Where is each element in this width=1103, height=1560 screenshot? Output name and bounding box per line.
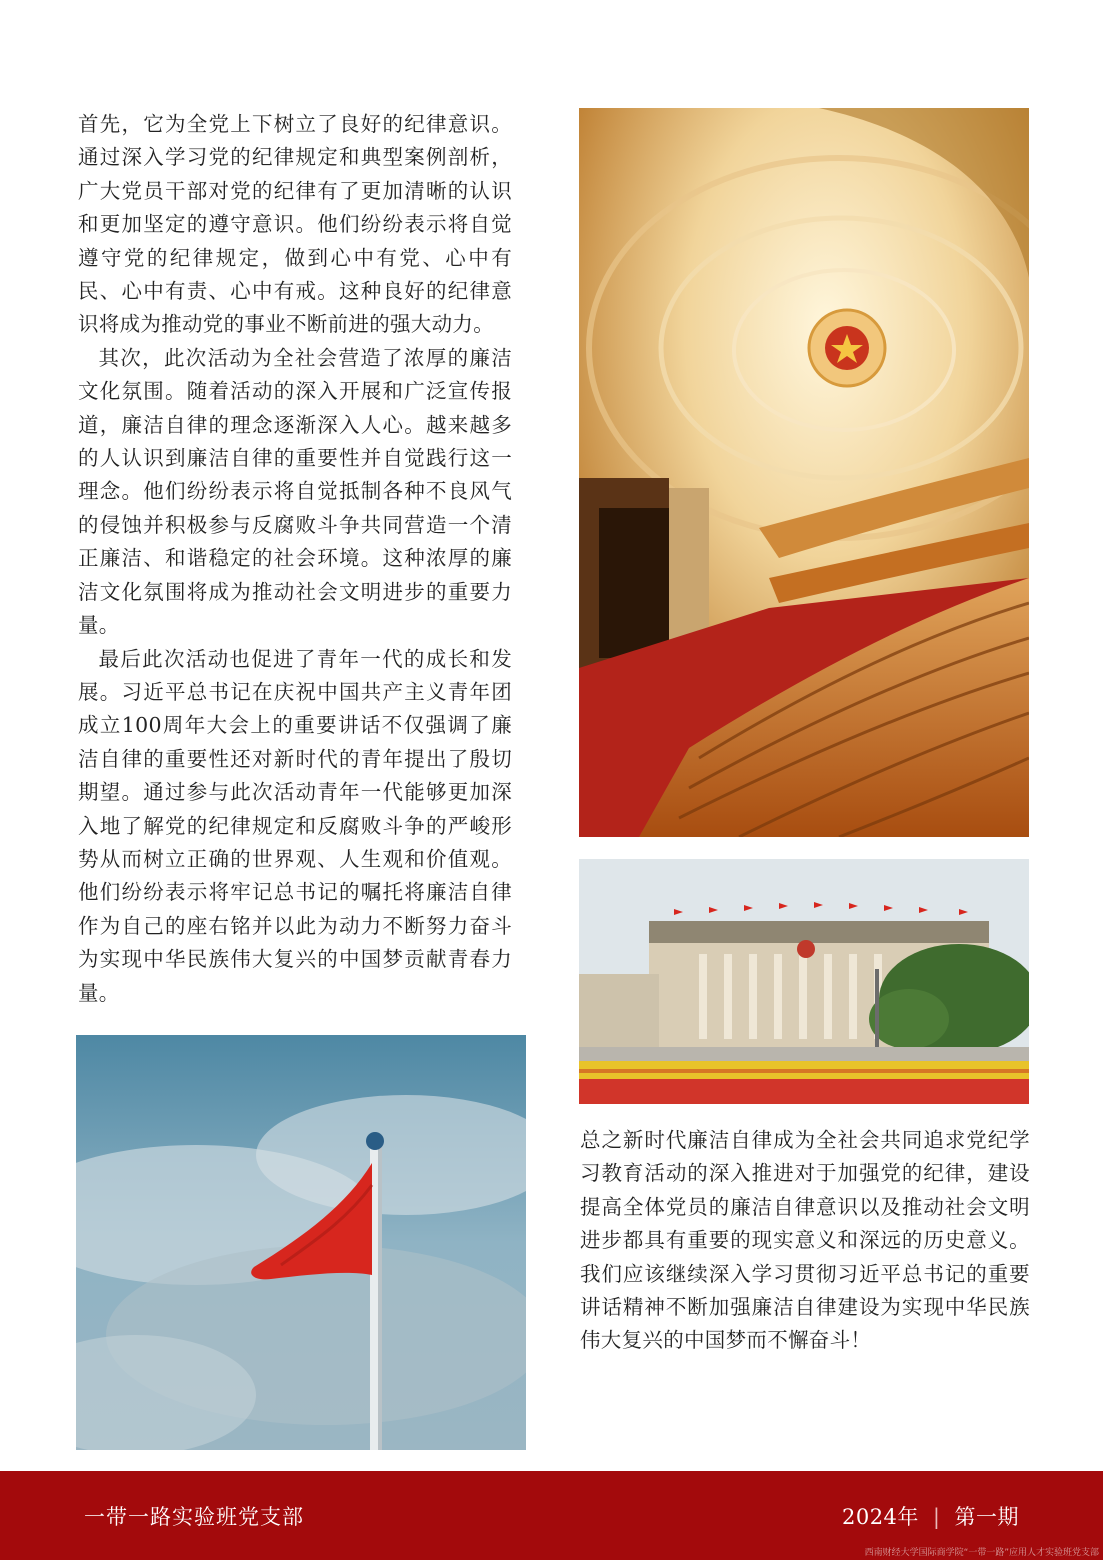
paragraph-discipline: 首先，它为全党上下树立了良好的纪律意识。通过深入学习党的纪律规定和典型案例剖析，广大党员干部对党的纪律有了更加清晰的认识和更加坚定的遵守意识。他们纷纷表示将自觉遵守党的纪律规定，做到心中有党、心中有民、心中有责、心中有戒。这种良好的纪律意识将成为推动党的事业不断前进的强大动力。 bbox=[78, 112, 512, 337]
great-hall-exterior-photo bbox=[579, 859, 1029, 1104]
page-footer bbox=[0, 1471, 1103, 1560]
paragraph-culture: 其次，此次活动为全社会营造了浓厚的廉洁文化氛围。随着活动的深入开展和广泛宣传报道，廉洁自律的理念逐渐深入人心。越来越多的人认识到廉洁自律的重要性并自觉践行这一理念。他们纷纷表示将自觉抵制各种不良风气的侵蚀并积极参与反腐败斗争共同营造一个清正廉洁、和谐稳定的社会环境。这种浓厚的廉洁文化氛围将成为推动社会文明进步的重要力量。 bbox=[78, 345, 512, 638]
footer-separator: | bbox=[932, 1505, 941, 1529]
footer-issue-info bbox=[842, 1501, 1019, 1531]
footer-note: 西南财经大学国际商学院“一带一路”应用人才实验班党支部 bbox=[864, 1548, 1099, 1558]
left-article-column bbox=[78, 108, 512, 1010]
paragraph-youth: 最后此次活动也促进了青年一代的成长和发展。习近平总书记在庆祝中国共产主义青年团成立100周年大会上的重要讲话不仅强调了廉洁自律的重要性还对新时代的青年提出了殷切期望。通过参与此次活动青年一代能够更加深入地了解党的纪律规定和反腐败斗争的严峻形势从而树立正确的世界观、人生观和价值观。他们纷纷表示将牢记总书记的嘱托将廉洁自律作为自己的座右铭并以此为动力不断努力奋斗为实现中华民族伟大复兴的中国梦贡献青春力量。 bbox=[78, 646, 512, 1005]
footer-org-name: 一带一路实验班党支部 bbox=[84, 1505, 304, 1529]
footer-year: 2024年 bbox=[841, 1505, 919, 1529]
paragraph-conclusion: 总之新时代廉洁自律成为全社会共同追求党纪学习教育活动的深入推进对于加强党的纪律，建设提高全体党员的廉洁自律意识以及推动社会文明进步都具有重要的现实意义和深远的历史意义。我们应该继续深入学习贯彻习近平总书记的重要讲话精神不断加强廉洁自律建设为实现中华民族伟大复兴的中国梦而不懈奋斗！ bbox=[580, 1128, 1030, 1353]
red-flag-photo bbox=[76, 1035, 526, 1450]
great-hall-interior-photo bbox=[579, 108, 1029, 837]
right-article-column bbox=[580, 1124, 1030, 1358]
footer-issue: 第一期 bbox=[954, 1505, 1019, 1529]
